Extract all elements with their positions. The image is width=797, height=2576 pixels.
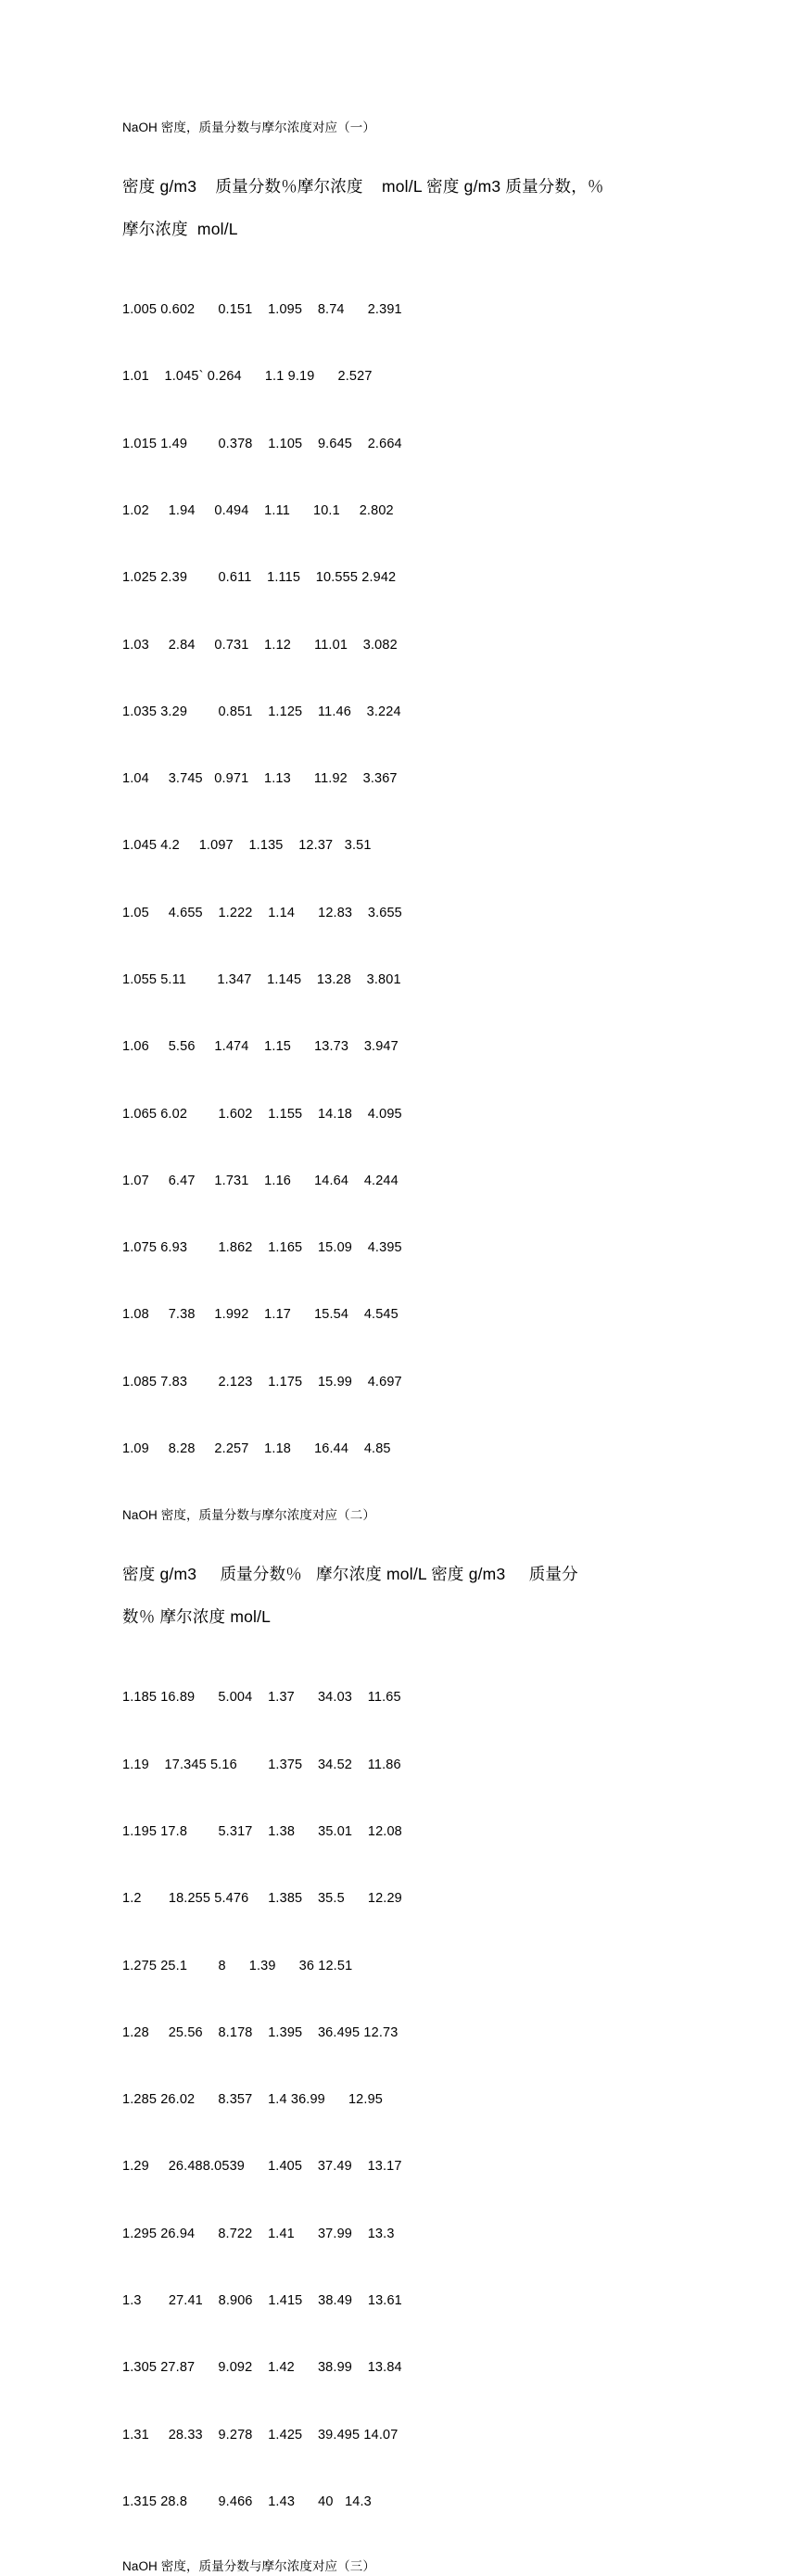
table-row: 1.045 4.2 1.097 1.135 12.37 3.51	[122, 838, 372, 854]
table-row: 1.055 5.11 1.347 1.145 13.28 3.801	[122, 972, 401, 987]
table-row: 1.315 28.8 9.466 1.43 40 14.3	[122, 2494, 372, 2509]
table-row: 1.065 6.02 1.602 1.155 14.18 4.095	[122, 1106, 402, 1122]
table-row: 1.015 1.49 0.378 1.105 9.645 2.664	[122, 436, 402, 451]
table-row: 1.06 5.56 1.474 1.15 13.73 3.947	[122, 1039, 398, 1055]
section-one-column-headers	[122, 165, 697, 250]
spacer	[122, 1525, 697, 1545]
table-row: 1.3 27.41 8.906 1.415 38.49 13.61	[122, 2292, 402, 2308]
table-row: 1.07 6.47 1.731 1.16 14.64 4.244	[122, 1173, 398, 1188]
table-row: 1.29 26.488.0539 1.405 37.49 13.17	[122, 2159, 402, 2175]
table-row: 1.03 2.84 0.731 1.12 11.01 3.082	[122, 637, 398, 653]
table-row: 1.19 17.345 5.16 1.375 34.52 11.86	[122, 1757, 401, 1772]
table-row: 1.025 2.39 0.611 1.115 10.555 2.942	[122, 570, 397, 586]
table-row: 1.005 0.602 0.151 1.095 8.74 2.391	[122, 302, 402, 318]
table-row: 1.08 7.38 1.992 1.17 15.54 4.545	[122, 1307, 398, 1323]
section-one-data-table	[122, 254, 697, 1504]
table-row: 1.185 16.89 5.004 1.37 34.03 11.65	[122, 1690, 401, 1706]
section-three	[122, 2557, 697, 2576]
table-row: 1.035 3.29 0.851 1.125 11.46 3.224	[122, 704, 401, 719]
section-one-header-line-1: 密度 g/m3 质量分数％摩尔浓度 mol/L 密度 g/m3 质量分数，％	[122, 177, 604, 196]
table-row: 1.28 25.56 8.178 1.395 36.495 12.73	[122, 2024, 398, 2040]
section-one-title: NaOH 密度，质量分数与摩尔浓度对应（一）	[122, 121, 375, 134]
section-one-header-line-2: 摩尔浓度 mol/L	[122, 220, 238, 238]
section-two-header-line-2: 数％ 摩尔浓度 mol/L	[122, 1607, 272, 1627]
table-row: 1.31 28.33 9.278 1.425 39.495 14.07	[122, 2427, 398, 2443]
table-row: 1.085 7.83 2.123 1.175 15.99 4.697	[122, 1374, 402, 1390]
section-two	[122, 1506, 697, 2557]
section-two-header-line-1: 密度 g/m3 质量分数％ 摩尔浓度 mol/L 密度 g/m3 质量分	[122, 1565, 578, 1584]
table-row: 1.05 4.655 1.222 1.14 12.83 3.655	[122, 905, 402, 920]
section-one	[122, 119, 697, 1504]
table-row: 1.09 8.28 2.257 1.18 16.44 4.85	[122, 1440, 391, 1456]
table-row: 1.2 18.255 5.476 1.385 35.5 12.29	[122, 1891, 402, 1907]
table-row: 1.275 25.1 8 1.39 36 12.51	[122, 1958, 353, 1973]
document-content	[122, 119, 697, 2576]
spacer	[122, 137, 697, 158]
table-row: 1.295 26.94 8.722 1.41 37.99 13.3	[122, 2226, 395, 2241]
section-three-title: NaOH 密度，质量分数与摩尔浓度对应（三）	[122, 2559, 375, 2574]
section-two-data-table	[122, 1642, 697, 2557]
section-two-column-headers	[122, 1553, 697, 1638]
table-row: 1.285 26.02 8.357 1.4 36.99 12.95	[122, 2092, 383, 2108]
section-two-title: NaOH 密度，质量分数与摩尔浓度对应（二）	[122, 1508, 375, 1523]
table-row: 1.195 17.8 5.317 1.38 35.01 12.08	[122, 1824, 402, 1839]
table-row: 1.04 3.745 0.971 1.13 11.92 3.367	[122, 771, 398, 787]
table-row: 1.305 27.87 9.092 1.42 38.99 13.84	[122, 2360, 402, 2376]
table-row: 1.01 1.045` 0.264 1.1 9.19 2.527	[122, 369, 373, 385]
table-row: 1.075 6.93 1.862 1.165 15.09 4.395	[122, 1240, 402, 1256]
table-row: 1.02 1.94 0.494 1.11 10.1 2.802	[122, 503, 394, 519]
